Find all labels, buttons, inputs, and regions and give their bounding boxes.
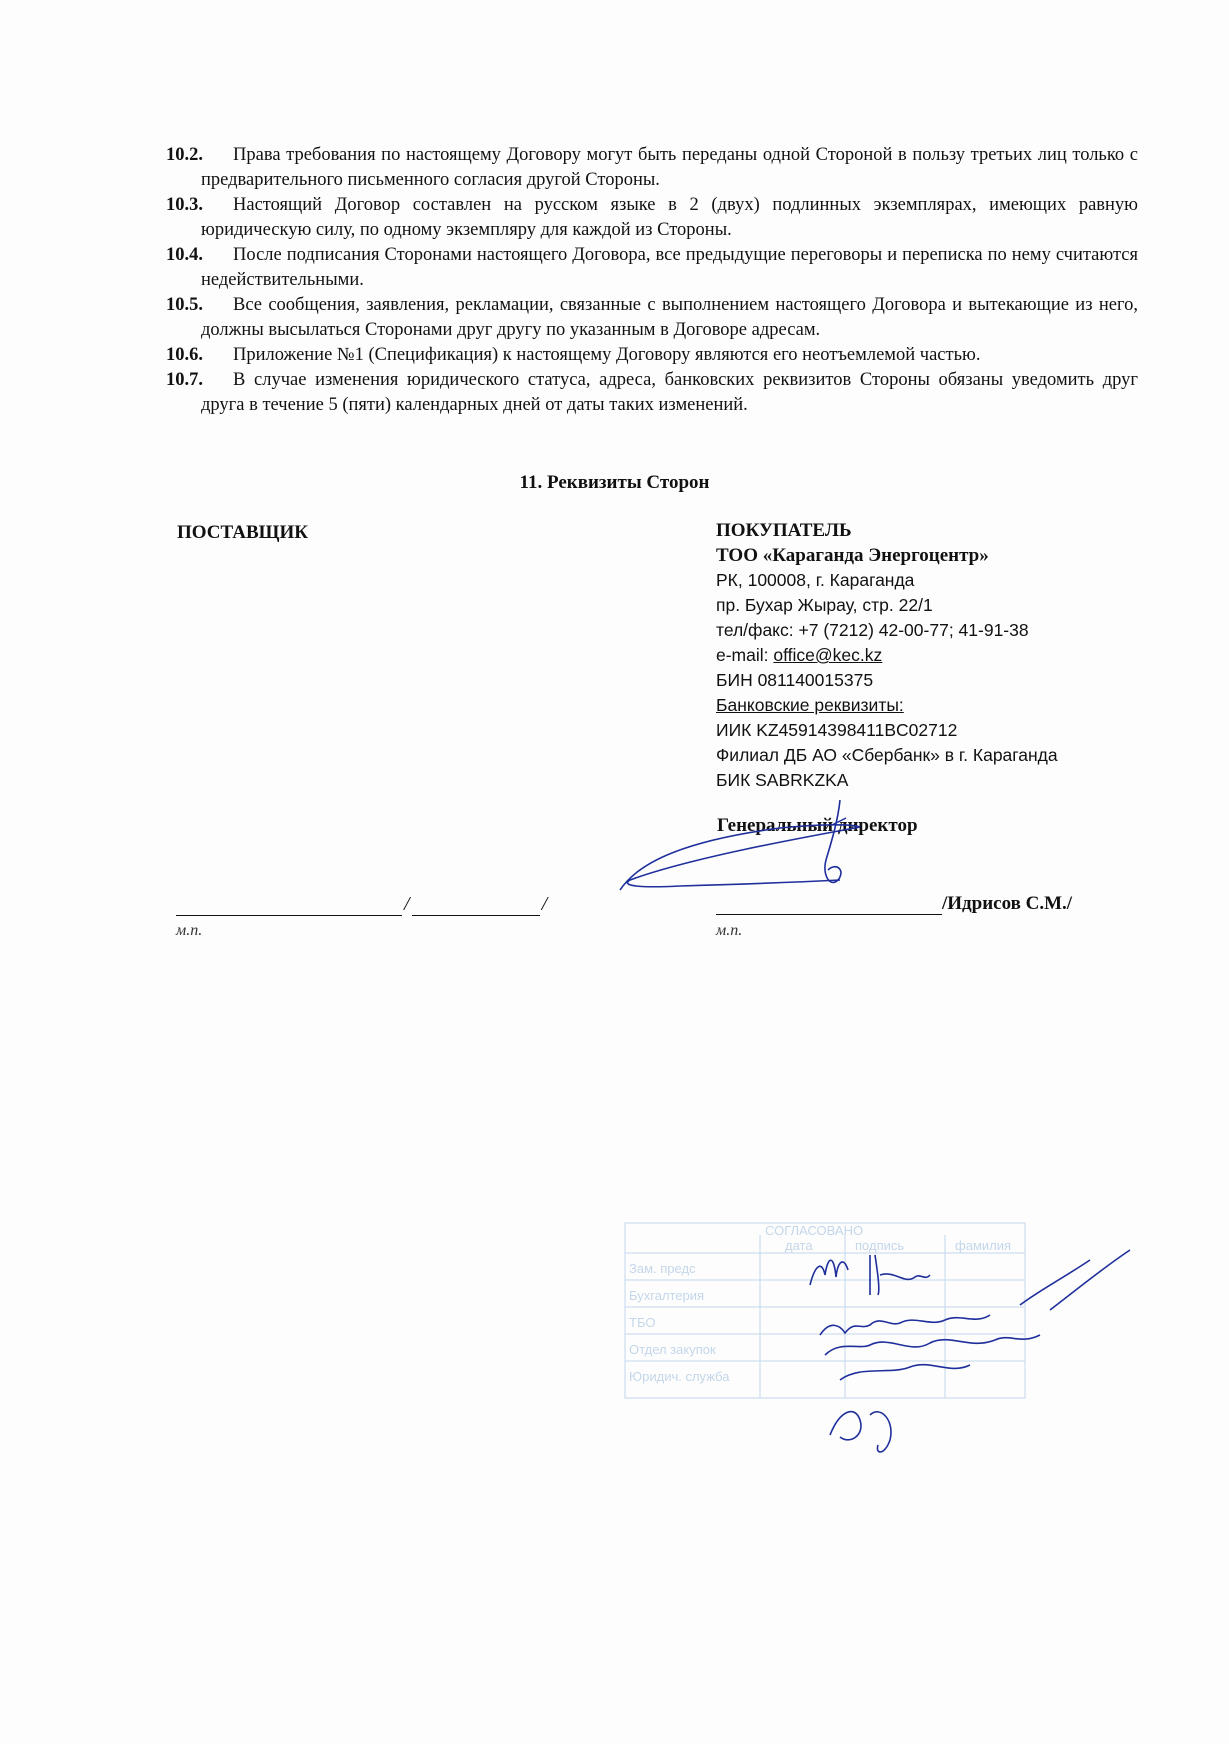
supplier-title: ПОСТАВЩИК bbox=[177, 522, 309, 543]
clause-text: Все сообщения, заявления, рекламации, связанные с выполнением настоящего Договора и вытекающие из него, должны высылаться Сторонами друг другу по указанным в Договоре адресам. bbox=[201, 295, 1138, 340]
clauses-list bbox=[166, 143, 1138, 418]
clause-item bbox=[166, 368, 1138, 418]
clause-item bbox=[166, 143, 1138, 193]
buyer-bin: БИН 081140015375 bbox=[716, 670, 874, 690]
svg-text:фамилия: фамилия bbox=[955, 1238, 1012, 1253]
buyer-details bbox=[716, 518, 1058, 793]
clause-number: 10.4. bbox=[166, 245, 203, 265]
slash-separator: / bbox=[541, 893, 548, 915]
buyer-email-row bbox=[716, 643, 1058, 668]
clause-number: 10.6. bbox=[166, 345, 203, 365]
clause-item bbox=[166, 293, 1138, 343]
buyer-phone: тел/факс: +7 (7212) 42-00-77; 41-91-38 bbox=[716, 620, 1029, 640]
buyer-sign-blank bbox=[716, 894, 942, 915]
clause-number: 10.3. bbox=[166, 195, 203, 215]
clause-number: 10.5. bbox=[166, 295, 203, 315]
supplier-name-blank bbox=[412, 895, 540, 916]
buyer-bank-label: Банковские реквизиты: bbox=[716, 695, 904, 715]
buyer-address-street: пр. Бухар Жырау, стр. 22/1 bbox=[716, 595, 933, 615]
clause-number: 10.2. bbox=[166, 145, 203, 165]
clause-text: После подписания Сторонами настоящего Договора, все предыдущие переговоры и переписка по нему считаются недействительными. bbox=[201, 245, 1138, 290]
supplier-signature-line bbox=[176, 893, 549, 916]
clause-number: 10.7. bbox=[166, 370, 203, 390]
approval-signatures bbox=[800, 1215, 1160, 1465]
buyer-stamp-place: м.п. bbox=[716, 922, 743, 939]
slash-separator: / bbox=[404, 893, 410, 915]
buyer-company: ТОО «Караганда Энергоцентр» bbox=[716, 545, 989, 566]
svg-text:ТБО: ТБО bbox=[629, 1315, 656, 1330]
buyer-email-label: e-mail: bbox=[716, 645, 774, 665]
svg-text:Бухгалтерия: Бухгалтерия bbox=[629, 1288, 705, 1303]
buyer-bik: БИК SABRKZKA bbox=[716, 770, 849, 790]
buyer-signatory: /Идрисов С.М./ bbox=[942, 893, 1073, 914]
buyer-email-link[interactable]: office@kec.kz bbox=[773, 645, 883, 665]
buyer-bank-branch: Филиал ДБ АО «Сбербанк» в г. Караганда bbox=[716, 745, 1058, 765]
buyer-title: ПОКУПАТЕЛЬ bbox=[716, 520, 852, 541]
buyer-iik: ИИК KZ45914398411BC02712 bbox=[716, 720, 958, 740]
clause-text: В случае изменения юридического статуса, адреса, банковских реквизитов Стороны обязаны уведомить друг друга в течение 5 (пяти) календарных дней от даты таких изменений. bbox=[201, 370, 1138, 415]
clause-item bbox=[166, 243, 1138, 293]
supplier-sign-blank bbox=[176, 895, 402, 916]
svg-text:дата: дата bbox=[785, 1238, 813, 1253]
clause-text: Настоящий Договор составлен на русском языке в 2 (двух) подлинных экземплярах, имеющих равную юридическую силу, по одному экземпляру для каждой из Стороны. bbox=[201, 195, 1138, 240]
svg-text:СОГЛАСОВАНО: СОГЛАСОВАНО bbox=[765, 1223, 864, 1238]
svg-text:Отдел закупок: Отдел закупок bbox=[629, 1342, 716, 1357]
supplier-stamp-place: м.п. bbox=[176, 922, 203, 939]
section-title: 11. Реквизиты Сторон bbox=[519, 472, 710, 493]
clause-text: Права требования по настоящему Договору могут быть переданы одной Стороной в пользу третьих лиц только с предварительного письменного согласия другой Стороны. bbox=[201, 145, 1138, 190]
clause-item bbox=[166, 193, 1138, 243]
clause-text: Приложение №1 (Спецификация) к настоящему Договору являются его неотъемлемой частью. bbox=[233, 345, 981, 365]
buyer-signature-line bbox=[716, 893, 1072, 915]
svg-text:Зам. предс: Зам. предс bbox=[629, 1261, 696, 1276]
director-signature bbox=[600, 780, 980, 910]
buyer-address-city: РК, 100008, г. Караганда bbox=[716, 570, 915, 590]
clause-item bbox=[166, 343, 1138, 368]
svg-text:подпись: подпись bbox=[855, 1238, 905, 1253]
svg-text:Юридич. служба: Юридич. служба bbox=[629, 1369, 730, 1384]
director-title: Генеральный директор bbox=[717, 815, 918, 836]
